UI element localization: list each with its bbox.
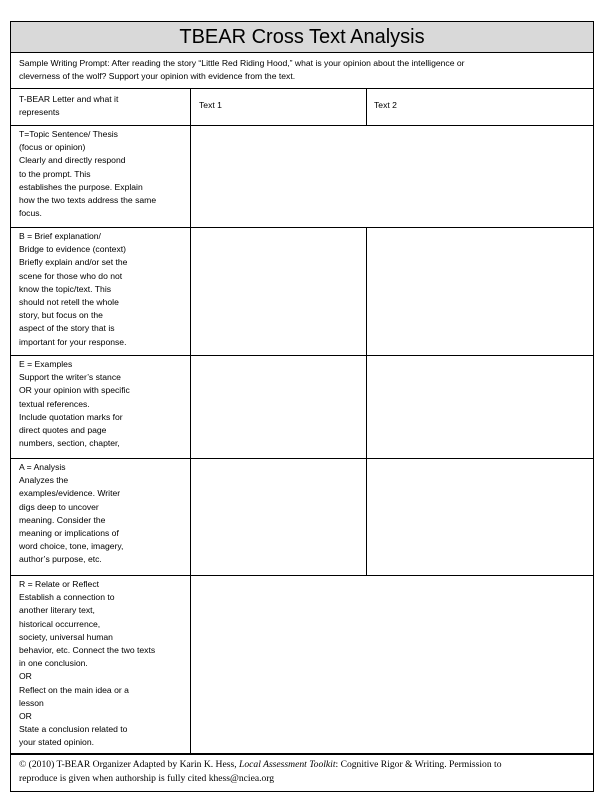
- row-e-line: textual references.: [19, 398, 90, 409]
- row-r-line: R = Relate or Reflect: [19, 579, 100, 589]
- row-r-line: OR: [19, 711, 32, 722]
- row-b-text1-cell[interactable]: [191, 228, 367, 355]
- row-t-response-area[interactable]: [191, 126, 593, 227]
- row-b-line: Bridge to evidence (context): [19, 244, 127, 255]
- row-r-line: Reflect on the main idea or a: [19, 684, 129, 695]
- table-row-a: [11, 459, 593, 576]
- row-e-line: Include quotation marks for: [19, 411, 123, 422]
- row-a-line: examples/evidence. Writer: [19, 488, 121, 499]
- row-label-r: [11, 576, 191, 753]
- row-r-line: society, universal human: [19, 631, 113, 642]
- row-b-line: Briefly explain and/or set the: [19, 257, 128, 268]
- row-b-line: story, but focus on the: [19, 310, 103, 321]
- footer-book-title: Local Assessment Toolkit: [239, 759, 336, 770]
- writing-prompt: [11, 53, 593, 89]
- row-a-line: Analyzes the: [19, 475, 69, 486]
- row-r-line: OR: [19, 671, 32, 682]
- row-e-text2-cell[interactable]: [367, 356, 593, 458]
- row-a-line: meaning. Consider the: [19, 514, 106, 525]
- row-r-line: Establish a connection to: [19, 592, 115, 603]
- tbear-organizer: [10, 21, 594, 792]
- text1-column-header: Text 1: [191, 89, 367, 125]
- row-t-line: focus.: [19, 208, 42, 219]
- row-label-e: [11, 356, 191, 458]
- row-a-line: A = Analysis: [19, 462, 66, 472]
- row-e-line: Support the writer’s stance: [19, 372, 121, 383]
- letter-header-line-1: T-BEAR Letter and what it: [19, 94, 119, 104]
- row-label-b: [11, 228, 191, 355]
- row-e-line: E = Examples: [19, 359, 73, 369]
- row-r-line: lesson: [19, 697, 44, 708]
- row-r-line: State a conclusion related to: [19, 724, 128, 735]
- row-a-line: meaning or implications of: [19, 528, 119, 539]
- table-row-r: [11, 576, 593, 754]
- row-label-a: [11, 459, 191, 575]
- letter-column-header: [11, 89, 191, 125]
- copyright-footer: [11, 754, 593, 791]
- row-a-text2-cell[interactable]: [367, 459, 593, 575]
- row-r-response-area[interactable]: [191, 576, 593, 753]
- table-header-row: [11, 89, 593, 126]
- row-label-t: [11, 126, 191, 227]
- footer-line-1: [19, 758, 585, 772]
- footer-text: : Cognitive Rigor & Writing. Permission to: [335, 759, 502, 770]
- row-b-text2-cell[interactable]: [367, 228, 593, 355]
- row-b-line: scene for those who do not: [19, 270, 123, 281]
- row-b-line: know the topic/text. This: [19, 283, 112, 294]
- row-t-line: (focus or opinion): [19, 142, 86, 153]
- row-r-line: another literary text,: [19, 605, 95, 616]
- row-t-line: establishes the purpose. Explain: [19, 181, 143, 192]
- row-b-line: aspect of the story that is: [19, 323, 115, 334]
- row-a-line: word choice, tone, imagery,: [19, 541, 124, 552]
- row-r-line: behavior, etc. Connect the two texts: [19, 645, 156, 656]
- letter-header-line-2: represents: [19, 107, 60, 118]
- table-row-e: [11, 356, 593, 459]
- row-b-line: B = Brief explanation/: [19, 231, 101, 241]
- row-t-line: how the two texts address the same: [19, 195, 157, 206]
- row-b-line: should not retell the whole: [19, 297, 119, 308]
- prompt-line-1: Sample Writing Prompt: After reading the story “Little Red Riding Hood,” what is your opinion about the intelligence or: [19, 58, 465, 68]
- row-a-line: author’s purpose, etc.: [19, 554, 102, 565]
- row-t-line: Clearly and directly respond: [19, 155, 126, 166]
- row-t-line: to the prompt. This: [19, 168, 91, 179]
- footer-text: © (2010) T-BEAR Organizer Adapted by Karin K. Hess,: [19, 759, 240, 770]
- row-a-line: digs deep to uncover: [19, 501, 99, 512]
- row-e-line: numbers, section, chapter,: [19, 438, 120, 449]
- row-r-line: in one conclusion.: [19, 658, 88, 669]
- row-b-line: important for your response.: [19, 336, 127, 347]
- prompt-line-2: cleverness of the wolf? Support your opinion with evidence from the text.: [19, 71, 296, 81]
- table-row-t: [11, 126, 593, 228]
- page-title: TBEAR Cross Text Analysis: [11, 22, 593, 53]
- footer-line-2: reproduce is given when authorship is fully cited khess@nciea.org: [19, 773, 275, 784]
- table-row-b: [11, 228, 593, 356]
- row-t-line: T=Topic Sentence/ Thesis: [19, 129, 118, 139]
- row-r-line: your stated opinion.: [19, 737, 95, 748]
- row-a-text1-cell[interactable]: [191, 459, 367, 575]
- text2-column-header: Text 2: [374, 100, 397, 110]
- row-e-text1-cell[interactable]: [191, 356, 367, 458]
- row-e-line: OR your opinion with specific: [19, 385, 130, 396]
- row-e-line: direct quotes and page: [19, 425, 107, 436]
- row-r-line: historical occurrence,: [19, 618, 101, 629]
